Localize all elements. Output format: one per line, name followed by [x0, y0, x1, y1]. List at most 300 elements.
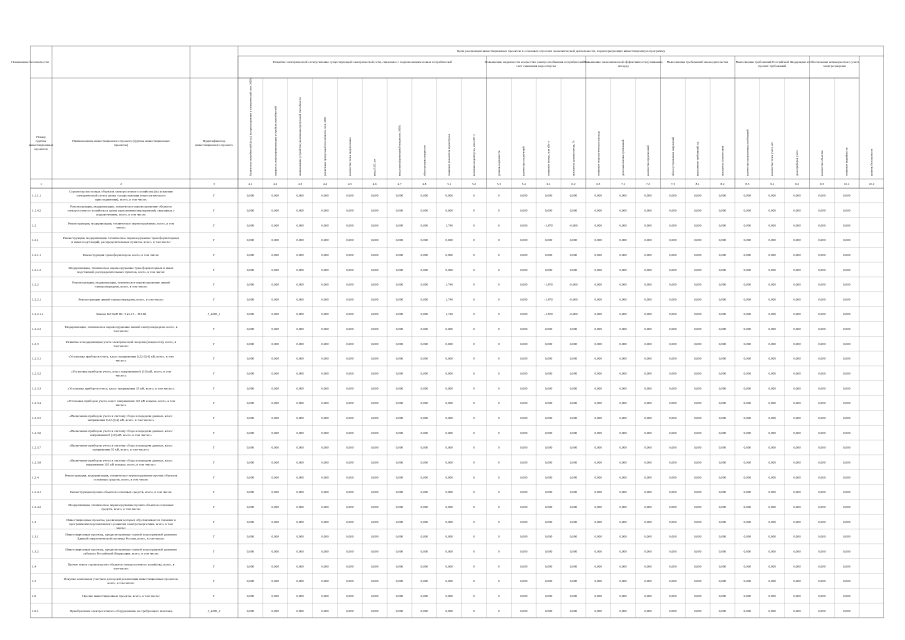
- row-value: 0,000: [793, 341, 801, 346]
- row-value: 0,000: [520, 341, 528, 346]
- row-value: 0,000: [246, 460, 255, 465]
- row-value: 0,000: [346, 297, 354, 302]
- row-name: [68, 355, 174, 363]
- row-value: 0,000: [370, 593, 379, 598]
- row-name: [69, 414, 173, 423]
- row-name-line: субъекта Российской Федерации, всего, в том числе:: [83, 551, 159, 556]
- row-value: 0,000: [843, 579, 851, 584]
- row-value: 0,000: [793, 193, 801, 198]
- row-value: 0,000: [246, 564, 255, 569]
- row-value: 0,000: [793, 534, 801, 539]
- row-value: 0,000: [693, 223, 702, 228]
- header-group-4-line: прочих требований: [758, 64, 787, 68]
- row-value: 0,000: [370, 297, 379, 302]
- row-value: 0,000: [669, 238, 677, 243]
- row-value: 0,000: [395, 208, 404, 213]
- row-value: 0,000: [818, 416, 826, 421]
- table-row: [30, 221, 884, 232]
- row-value: 0,000: [544, 430, 553, 435]
- header-col-number: 8.1: [695, 182, 700, 186]
- row-value: 0,000: [445, 208, 453, 213]
- row-value: 0,000: [296, 223, 304, 228]
- row-value: 0,000: [271, 490, 279, 495]
- header-vertical-label: количество точек учета, шт.: [770, 141, 775, 176]
- row-value: 0,000: [520, 371, 528, 376]
- row-name-line: «Установка приборов учета, класс напряжения 110 кВ и выше, всего, в том: [66, 399, 176, 404]
- row-name-line: присоединения), всего, в том числе:: [95, 197, 147, 202]
- row-id: Г: [213, 297, 215, 302]
- row-name-line: Реконструкция прочих объектов основных средств, всего, в том числе:: [69, 490, 173, 495]
- row-value: 0: [473, 593, 475, 598]
- row-value: 0,000: [569, 430, 578, 435]
- row-value: 0,000: [569, 475, 578, 480]
- row-value: 0,000: [619, 327, 627, 332]
- row-value: 0,000: [669, 608, 677, 613]
- header-group-2-line: Повышение экономической эффективности (снижение: [583, 60, 663, 64]
- row-value: 0: [473, 475, 475, 480]
- row-value: 0,000: [370, 401, 379, 406]
- row-value: 0,000: [594, 549, 602, 554]
- row-value: 0,000: [793, 223, 801, 228]
- row-value: 0,000: [246, 504, 255, 509]
- row-value: 0,000: [321, 356, 329, 361]
- row-value: 0,000: [271, 564, 279, 569]
- row-value: 0,000: [818, 579, 826, 584]
- row-value: 0,000: [246, 608, 255, 613]
- header-col-number: 8.2: [720, 182, 725, 186]
- row-value: 0,000: [594, 282, 602, 287]
- row-value: 0,000: [619, 608, 627, 613]
- row-value: 0,000: [793, 430, 801, 435]
- row-name-line: напряжения 35 кВ, всего, в том числе:»: [92, 447, 150, 452]
- row-value: 0: [498, 445, 500, 450]
- row-value: 0,000: [619, 282, 627, 287]
- row-value: 0,000: [271, 282, 279, 287]
- row-value: 0,000: [569, 579, 578, 584]
- row-value: 0,000: [395, 193, 404, 198]
- table-row: [30, 547, 884, 558]
- row-value: 0,000: [420, 312, 429, 317]
- row-value: 0,000: [743, 282, 752, 287]
- row-value: 0,000: [843, 238, 851, 243]
- row-value: 0,000: [718, 490, 727, 495]
- row-name: [70, 490, 172, 495]
- row-value: 0,000: [644, 252, 652, 257]
- row-value: 0,000: [370, 579, 379, 584]
- row-value: 0,000: [718, 445, 727, 450]
- row-value: 0,000: [420, 534, 429, 539]
- row-value: 0,000: [619, 445, 627, 450]
- row-value: 0,000: [768, 534, 776, 539]
- row-name-line: числе:»: [115, 358, 127, 363]
- row-value: 0: [498, 208, 500, 213]
- row-value: 0: [498, 371, 500, 376]
- row-name-line: том числе:: [113, 329, 129, 334]
- row-value: 0: [473, 430, 475, 435]
- row-value: 0,000: [768, 386, 776, 391]
- row-value: 0,000: [619, 534, 627, 539]
- row-value: 0,000: [370, 519, 379, 524]
- row-value: -0,000: [569, 297, 578, 302]
- row-value: 0,000: [420, 267, 429, 272]
- table-row: [30, 399, 884, 410]
- header-vertical-label: наименование устройства увеличения пропускной способности: [298, 97, 303, 176]
- row-value: 0,000: [520, 534, 528, 539]
- row-value: 0: [473, 282, 475, 287]
- row-name-line: подстанций, распределительных пунктов, всего, в том числе:: [76, 269, 166, 274]
- row-value: 0,000: [370, 371, 379, 376]
- row-value: 0,000: [619, 593, 627, 598]
- row-name-line: Покупка земельных участков для целей реализации инвестиционных проектов,: [63, 577, 179, 582]
- row-value: 0,000: [296, 593, 304, 598]
- row-value: 0,000: [370, 238, 379, 243]
- header-top-group: Цели реализации инвестиционных проектов в основных отраслях экономической деятельности, характеризующих инвестиционную программу: [456, 49, 666, 53]
- row-value: 0,000: [321, 371, 329, 376]
- row-code: 1.2.3.4: [32, 401, 42, 406]
- row-name: [69, 429, 173, 438]
- row-value: 0,000: [296, 401, 304, 406]
- row-value: 0: [473, 327, 475, 332]
- row-value: 0,000: [669, 356, 677, 361]
- table-row: [30, 533, 884, 544]
- row-value: 0,000: [644, 386, 652, 391]
- row-name: [82, 594, 160, 599]
- row-value: 0,000: [520, 282, 528, 287]
- row-value: 0,000: [569, 534, 578, 539]
- row-value: 0,000: [520, 193, 528, 198]
- row-name: [64, 577, 179, 586]
- header-col-number: 4.7: [397, 182, 402, 186]
- row-value: 0,000: [843, 593, 851, 598]
- row-value: 0,000: [619, 430, 627, 435]
- row-value: 0,000: [346, 460, 354, 465]
- row-name-line: электропередачи, всего, в том числе:: [94, 284, 148, 289]
- row-value: 0,000: [619, 504, 627, 509]
- row-value: 0,000: [569, 519, 578, 524]
- row-value: 0,000: [669, 193, 677, 198]
- row-value: 0,000: [246, 208, 255, 213]
- row-value: 0,000: [370, 356, 379, 361]
- row-value: 1,740: [445, 282, 453, 287]
- row-value: 1,740: [445, 297, 453, 302]
- row-value: 0,000: [818, 312, 826, 317]
- row-name-line: Приобретение электросетевого оборудования, не требующего монтажа: [69, 608, 173, 613]
- row-id: Г: [213, 549, 215, 554]
- row-name-line: подключением, всего, в том числе:: [95, 212, 147, 217]
- row-value: 0,000: [346, 445, 354, 450]
- header-col-number: 4.3: [298, 182, 303, 186]
- row-value: 0,000: [420, 238, 429, 243]
- row-value: 0,000: [793, 297, 801, 302]
- row-value: 0,000: [843, 208, 851, 213]
- row-value: 0,000: [370, 327, 379, 332]
- row-value: 0,000: [669, 445, 677, 450]
- row-value: 0,000: [544, 371, 553, 376]
- row-value: 0: [498, 297, 500, 302]
- header-col-number: 6.2: [571, 182, 576, 186]
- row-value: 0,000: [793, 460, 801, 465]
- row-value: 0,000: [718, 193, 727, 198]
- row-value: 0,000: [768, 252, 776, 257]
- row-value: 0,000: [544, 564, 553, 569]
- row-value: 0,000: [271, 549, 279, 554]
- row-value: 0,000: [321, 460, 329, 465]
- row-value: 0,000: [619, 267, 627, 272]
- row-value: 0: [498, 519, 500, 524]
- row-code: 1.2.3.8: [32, 460, 42, 465]
- row-value: 0,000: [594, 608, 602, 613]
- row-name: [70, 609, 173, 614]
- row-value: 0,000: [271, 371, 279, 376]
- row-value: 0,000: [569, 504, 578, 509]
- row-value: 0,000: [594, 564, 602, 569]
- row-value: 0,000: [370, 267, 379, 272]
- row-value: 0,000: [246, 267, 255, 272]
- row-value: 0,000: [445, 267, 453, 272]
- row-value: 0,000: [370, 490, 379, 495]
- row-value: 0: [498, 238, 500, 243]
- row-name-line: «Включение приборов учета в систему сбора и передачи данных, класс: [69, 414, 173, 419]
- row-value: 0: [473, 386, 475, 391]
- row-value: 0: [498, 312, 500, 317]
- row-value: 0,000: [818, 327, 826, 332]
- row-value: 0,000: [370, 549, 379, 554]
- row-value: 0,000: [644, 593, 652, 598]
- row-value: 0,000: [246, 371, 255, 376]
- row-value: 0: [473, 549, 475, 554]
- row-value: 0: [473, 608, 475, 613]
- row-value: 0,000: [693, 460, 702, 465]
- row-value: 0,000: [395, 386, 404, 391]
- row-value: 0,000: [768, 282, 776, 287]
- row-value: 0,000: [843, 549, 851, 554]
- row-value: 0,000: [420, 460, 429, 465]
- row-value: 0,000: [296, 416, 304, 421]
- row-value: 0: [498, 193, 500, 198]
- row-value: 0,000: [346, 416, 354, 421]
- row-value: 0,000: [445, 341, 453, 346]
- row-value: 0,000: [644, 341, 652, 346]
- row-value: 0,000: [296, 386, 304, 391]
- row-value: 0,000: [768, 460, 776, 465]
- header-vertical-label: объем устраненных нарушений: [670, 137, 675, 176]
- row-value: 0,000: [768, 475, 776, 480]
- row-name: [83, 253, 159, 258]
- row-value: 0,000: [768, 371, 776, 376]
- row-value: 0,000: [370, 608, 379, 613]
- row-value: 0,000: [843, 416, 851, 421]
- row-value: 0: [498, 460, 500, 465]
- header-col-number: 10.2: [868, 182, 875, 186]
- row-value: 0,000: [743, 267, 752, 272]
- row-value: 0,000: [321, 341, 329, 346]
- row-value: 0,000: [544, 608, 553, 613]
- row-id: Г: [213, 341, 215, 346]
- row-name: [68, 386, 175, 391]
- row-value: 0,000: [693, 267, 702, 272]
- row-value: 0,000: [395, 608, 404, 613]
- row-value: 0,000: [644, 327, 652, 332]
- row-value: 0,000: [619, 475, 627, 480]
- row-value: 0,000: [445, 252, 453, 257]
- row-value: 0,000: [693, 564, 702, 569]
- row-value: 0: [473, 579, 475, 584]
- row-value: 0,000: [644, 371, 652, 376]
- row-value: 0,000: [321, 475, 329, 480]
- row-value: 0,000: [693, 445, 702, 450]
- row-value: 0,000: [818, 356, 826, 361]
- row-value: 0,000: [693, 430, 702, 435]
- row-id: Г: [213, 267, 215, 272]
- row-value: 0,000: [693, 519, 702, 524]
- row-value: 0,000: [346, 519, 354, 524]
- row-value: 0,000: [693, 252, 702, 257]
- row-value: 0,000: [321, 282, 329, 287]
- row-value: 0,000: [793, 282, 801, 287]
- row-value: 0,000: [296, 549, 304, 554]
- row-value: 0,000: [743, 608, 752, 613]
- row-name-line: «Включение приборов учета в систему сбора и передачи данных, класс: [69, 428, 173, 433]
- row-value: 0,000: [445, 593, 453, 598]
- row-value: 0,000: [594, 534, 602, 539]
- row-value: 0,000: [768, 327, 776, 332]
- row-value: 0: [498, 327, 500, 332]
- table-row: [30, 459, 884, 470]
- row-name: [67, 399, 176, 407]
- row-value: 0,000: [271, 267, 279, 272]
- row-value: 0: [473, 193, 475, 198]
- header-col-number: 5.3: [496, 182, 501, 186]
- row-code: 1.6: [32, 593, 37, 598]
- row-value: 0,000: [246, 401, 255, 406]
- row-value: 0,000: [718, 579, 727, 584]
- row-value: 0,000: [569, 490, 578, 495]
- row-value: 0,000: [420, 252, 429, 257]
- row-value: 0,000: [818, 460, 826, 465]
- row-name-line: напряжения 0,22 (0,4) кВ, всего, в том числе:»: [87, 418, 155, 423]
- row-value: 0,000: [619, 549, 627, 554]
- row-value: 0,000: [445, 238, 453, 243]
- row-value: 0,000: [370, 430, 379, 435]
- row-name: [66, 340, 177, 348]
- row-id: Г: [213, 445, 215, 450]
- row-value: 0,000: [520, 504, 528, 509]
- row-value: 0,000: [619, 416, 627, 421]
- header-col-number: 1: [40, 182, 42, 186]
- row-value: 0,000: [246, 238, 255, 243]
- row-value: 0,000: [843, 564, 851, 569]
- row-value: 0,000: [843, 371, 851, 376]
- row-name: [66, 518, 175, 530]
- row-value: 0,000: [271, 238, 279, 243]
- row-value: 0,000: [743, 312, 752, 317]
- row-value: 0,000: [569, 252, 578, 257]
- row-value: 0,000: [370, 282, 379, 287]
- row-value: 0,000: [718, 386, 727, 391]
- row-value: 0,000: [594, 416, 602, 421]
- row-value: 0,000: [520, 579, 528, 584]
- row-value: 0,000: [669, 579, 677, 584]
- row-id: Г: [213, 327, 215, 332]
- row-value: 0: [498, 534, 500, 539]
- row-value: 0,000: [669, 416, 677, 421]
- row-value: 0,000: [420, 282, 429, 287]
- row-value: -1,870: [544, 297, 553, 302]
- row-value: 0,000: [644, 223, 652, 228]
- row-value: 0,000: [693, 297, 702, 302]
- row-value: 0,000: [818, 282, 826, 287]
- row-value: 0,000: [520, 356, 528, 361]
- header-group-0: [273, 60, 452, 65]
- row-value: 0,000: [619, 223, 627, 228]
- row-value: 0,000: [296, 564, 304, 569]
- row-value: 0,000: [321, 416, 329, 421]
- row-value: 0,000: [768, 593, 776, 598]
- row-value: 0,000: [793, 312, 801, 317]
- table-row: [30, 297, 884, 306]
- row-name: [68, 562, 175, 570]
- header-col-number: 7.2: [645, 182, 650, 186]
- row-value: 0: [498, 356, 500, 361]
- row-value: 0,000: [321, 564, 329, 569]
- row-name: [96, 312, 147, 316]
- row-value: 0: [498, 416, 500, 421]
- row-value: 0,000: [718, 356, 727, 361]
- row-value: 0,000: [420, 341, 429, 346]
- row-value: 0,000: [296, 282, 304, 287]
- table-row: [30, 490, 884, 499]
- row-value: 0,000: [718, 267, 727, 272]
- row-name-line: и иных подстанций, распределительных пунктов, всего, в том числе:: [71, 240, 171, 245]
- row-value: 0,000: [669, 371, 677, 376]
- row-id: Г: [213, 282, 215, 287]
- row-value: 0,000: [395, 267, 404, 272]
- row-code: 1.2.2.1: [32, 297, 42, 302]
- row-code: 1.6.1: [32, 608, 39, 613]
- row-value: 0,000: [594, 297, 602, 302]
- row-value: 0,000: [321, 252, 329, 257]
- row-value: 0,000: [793, 504, 801, 509]
- table-body: [30, 188, 884, 618]
- row-value: 0,000: [594, 267, 602, 272]
- row-value: 0,000: [693, 401, 702, 406]
- row-value: 0,000: [420, 608, 429, 613]
- row-name-line: том числе:: [113, 343, 129, 348]
- row-value: 0,000: [793, 208, 801, 213]
- row-value: 0,000: [395, 519, 404, 524]
- row-value: 0,000: [395, 371, 404, 376]
- row-name-line: Модернизация, техническое перевооружение трансформаторных и иных: [68, 265, 174, 270]
- row-value: 0,000: [445, 564, 453, 569]
- row-value: 0,000: [793, 549, 801, 554]
- row-name-line: Замена КЛ 6кВ ПС 3 яч.15 - ТП-66: [95, 312, 147, 317]
- header-name-line: Наименование инвестиционного проекта (группы инвестиционных: [72, 139, 170, 143]
- row-value: 0,000: [768, 564, 776, 569]
- row-value: 0,000: [843, 519, 851, 524]
- header-col-number: 4.6: [372, 182, 377, 186]
- row-value: 0,000: [768, 416, 776, 421]
- header-col-number: 3: [213, 182, 215, 186]
- row-value: 0,000: [271, 416, 279, 421]
- row-name: [68, 503, 173, 512]
- row-value: 0,000: [271, 193, 279, 198]
- row-value: 0: [473, 504, 475, 509]
- row-value: 0,000: [718, 416, 727, 421]
- row-value: 0,000: [246, 252, 255, 257]
- row-value: 0,000: [818, 608, 826, 613]
- row-value: 0,000: [346, 593, 354, 598]
- header-name-line: проектов): [113, 143, 129, 147]
